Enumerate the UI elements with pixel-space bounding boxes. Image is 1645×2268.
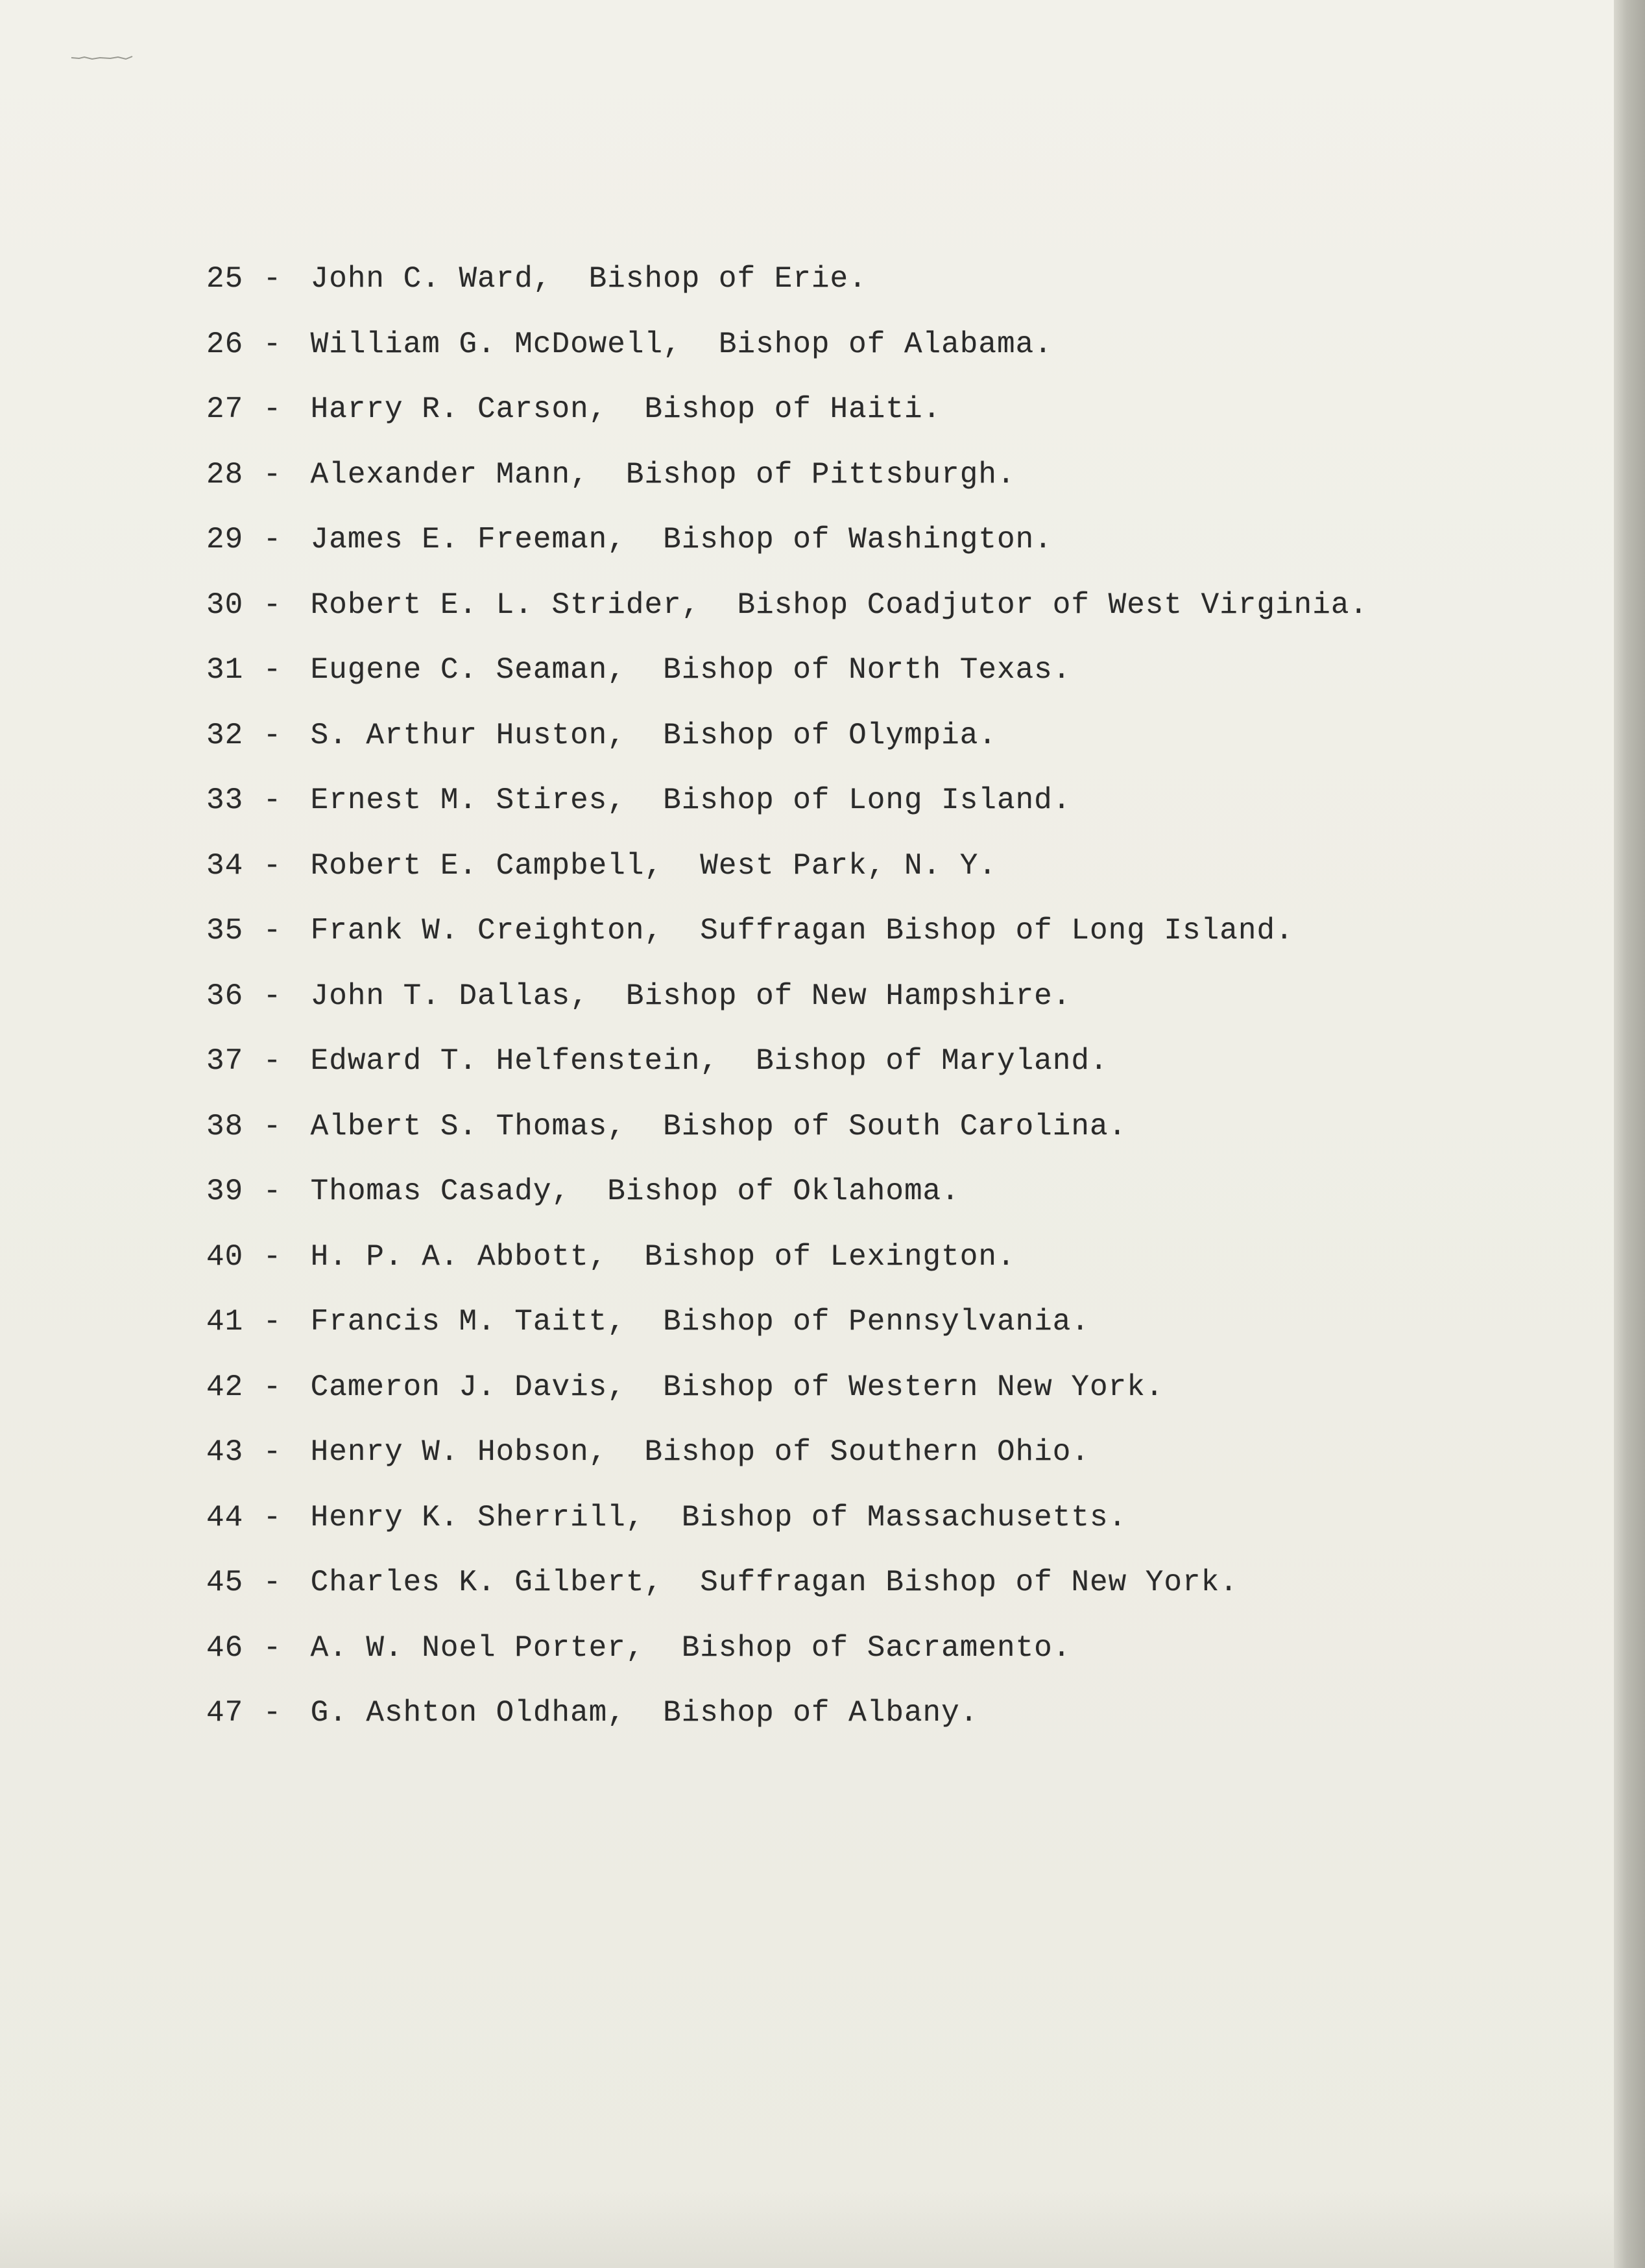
entry-number: 37 <box>206 1044 244 1078</box>
entry-separator: - <box>263 392 282 426</box>
ink-speck-mark <box>70 53 135 62</box>
entry-number: 31 <box>206 653 244 687</box>
entry-separator: - <box>263 327 282 361</box>
entry-number: 39 <box>206 1175 244 1208</box>
list-item <box>206 388 1504 454</box>
entry-separator: - <box>263 914 282 948</box>
list-item <box>206 1627 1504 1693</box>
list-item <box>206 1301 1504 1367</box>
list-item <box>206 1497 1504 1562</box>
entry-number: 46 <box>206 1630 244 1665</box>
entry-text: William G. McDowell, Bishop of Alabama. <box>310 327 1053 361</box>
list-item <box>206 975 1504 1041</box>
bishop-list <box>206 258 1504 1758</box>
entry-separator: - <box>263 1500 282 1534</box>
entry-separator: - <box>263 783 282 817</box>
entry-separator: - <box>263 457 282 492</box>
entry-text: John T. Dallas, Bishop of New Hampshire. <box>310 979 1072 1013</box>
entry-separator: - <box>263 588 282 622</box>
entry-text: Charles K. Gilbert, Suffragan Bishop of New York. <box>310 1566 1238 1599</box>
entry-number: 32 <box>206 718 244 752</box>
entry-number: 47 <box>206 1696 244 1730</box>
list-item <box>206 584 1504 650</box>
entry-text: John C. Ward, Bishop of Erie. <box>310 262 867 296</box>
entry-number: 42 <box>206 1370 244 1404</box>
entry-separator: - <box>263 653 282 687</box>
list-item <box>206 258 1504 324</box>
entry-number: 29 <box>206 523 244 556</box>
list-item <box>206 1040 1504 1106</box>
entry-separator: - <box>263 1044 282 1078</box>
list-item <box>206 845 1504 911</box>
entry-text: Albert S. Thomas, Bishop of South Carolina. <box>310 1109 1127 1143</box>
entry-separator: - <box>263 1109 282 1143</box>
entry-text: James E. Freeman, Bishop of Washington. <box>310 523 1053 556</box>
entry-text: Harry R. Carson, Bishop of Haiti. <box>310 392 942 426</box>
entry-text: Frank W. Creighton, Suffragan Bishop of Long Island. <box>310 914 1294 948</box>
entry-separator: - <box>263 1175 282 1208</box>
entry-separator: - <box>263 848 282 883</box>
entry-number: 34 <box>206 848 244 883</box>
page-edge-shadow <box>1614 0 1645 2268</box>
entry-number: 25 <box>206 262 244 296</box>
entry-text: Cameron J. Davis, Bishop of Western New York. <box>310 1370 1164 1404</box>
list-item <box>206 1562 1504 1627</box>
entry-number: 33 <box>206 783 244 817</box>
list-item <box>206 324 1504 389</box>
list-item <box>206 1367 1504 1432</box>
list-item <box>206 454 1504 519</box>
entry-number: 35 <box>206 914 244 948</box>
entry-number: 30 <box>206 588 244 622</box>
entry-separator: - <box>263 1696 282 1730</box>
entry-text: G. Ashton Oldham, Bishop of Albany. <box>310 1696 979 1730</box>
entry-text: S. Arthur Huston, Bishop of Olympia. <box>310 718 997 752</box>
list-item <box>206 1431 1504 1497</box>
entry-text: Thomas Casady, Bishop of Oklahoma. <box>310 1175 960 1208</box>
entry-text: Robert E. L. Strider, Bishop Coadjutor of West Virginia. <box>310 588 1369 622</box>
entry-separator: - <box>263 262 282 296</box>
entry-number: 36 <box>206 979 244 1013</box>
entry-text: Francis M. Taitt, Bishop of Pennsylvania. <box>310 1305 1090 1339</box>
paper-shading <box>0 2190 1614 2268</box>
entry-separator: - <box>263 1305 282 1339</box>
entry-separator: - <box>263 1630 282 1665</box>
list-item <box>206 715 1504 780</box>
list-item <box>206 1106 1504 1171</box>
entry-separator: - <box>263 523 282 556</box>
entry-separator: - <box>263 1370 282 1404</box>
entry-number: 41 <box>206 1305 244 1339</box>
entry-text: Henry K. Sherrill, Bishop of Massachusetts. <box>310 1500 1127 1534</box>
entry-text: Alexander Mann, Bishop of Pittsburgh. <box>310 457 1016 492</box>
entry-text: Robert E. Campbell, West Park, N. Y. <box>310 848 997 883</box>
entry-number: 44 <box>206 1500 244 1534</box>
list-item <box>206 1692 1504 1758</box>
entry-separator: - <box>263 1435 282 1469</box>
entry-number: 27 <box>206 392 244 426</box>
entry-number: 43 <box>206 1435 244 1469</box>
list-item <box>206 780 1504 845</box>
entry-number: 28 <box>206 457 244 492</box>
list-item <box>206 1171 1504 1236</box>
entry-text: H. P. A. Abbott, Bishop of Lexington. <box>310 1239 1016 1274</box>
entry-text: Eugene C. Seaman, Bishop of North Texas. <box>310 653 1072 687</box>
entry-number: 26 <box>206 327 244 361</box>
entry-separator: - <box>263 718 282 752</box>
list-item <box>206 519 1504 584</box>
entry-text: Henry W. Hobson, Bishop of Southern Ohio. <box>310 1435 1090 1469</box>
entry-number: 40 <box>206 1239 244 1274</box>
entry-number: 38 <box>206 1109 244 1143</box>
entry-number: 45 <box>206 1566 244 1599</box>
entry-text: Edward T. Helfenstein, Bishop of Maryland. <box>310 1044 1109 1078</box>
entry-text: A. W. Noel Porter, Bishop of Sacramento. <box>310 1630 1072 1665</box>
entry-separator: - <box>263 979 282 1013</box>
entry-separator: - <box>263 1239 282 1274</box>
list-item <box>206 649 1504 715</box>
list-item <box>206 910 1504 975</box>
entry-separator: - <box>263 1566 282 1599</box>
entry-text: Ernest M. Stires, Bishop of Long Island. <box>310 783 1072 817</box>
list-item <box>206 1236 1504 1302</box>
